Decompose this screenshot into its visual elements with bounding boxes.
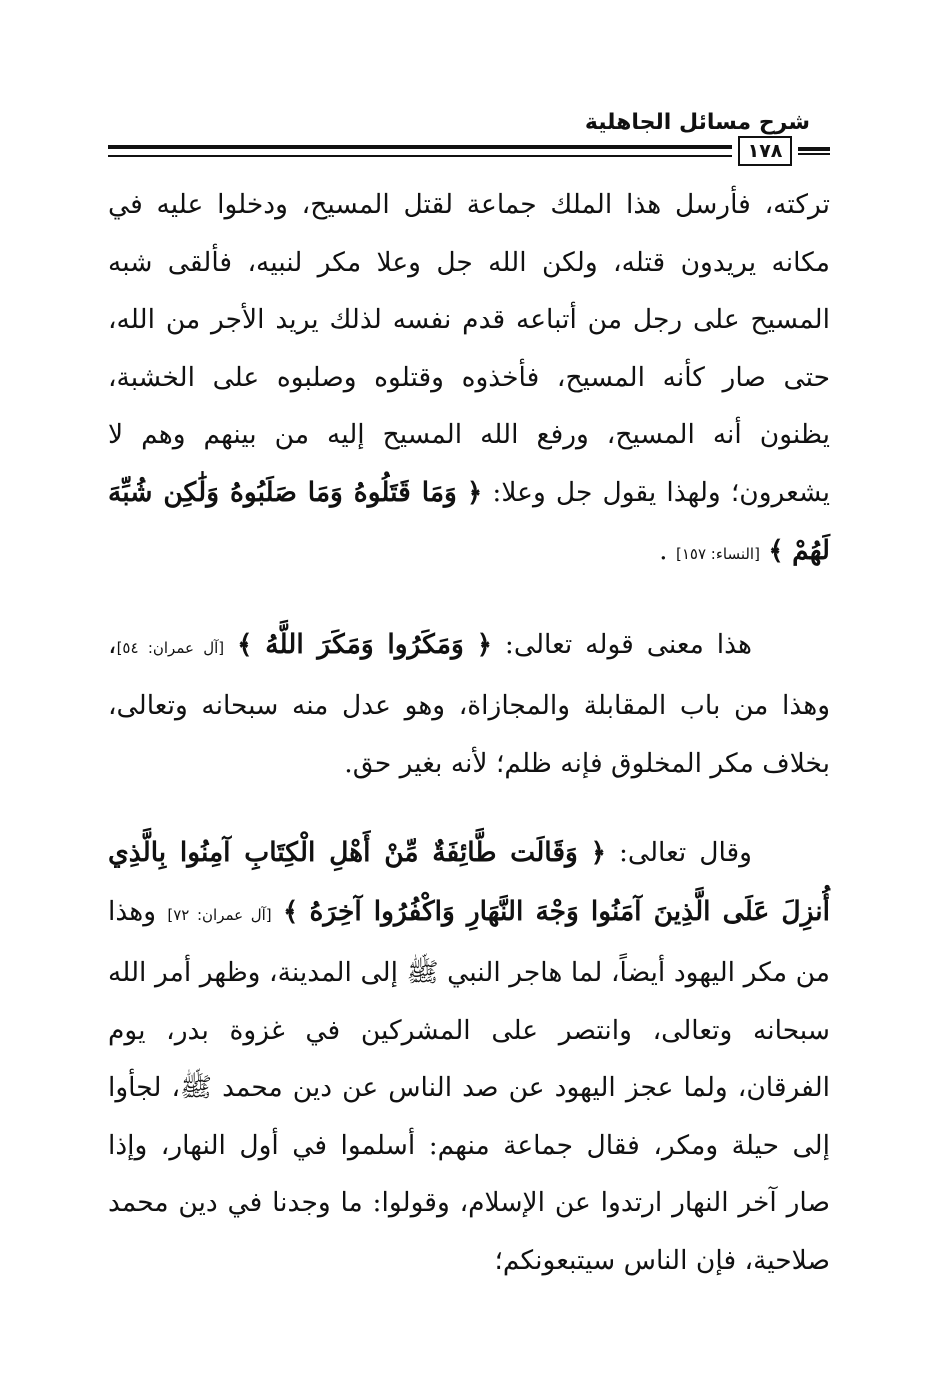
paragraph-gap <box>108 792 830 824</box>
verse-reference-3: [آل عمران: ٧٢] <box>167 905 272 924</box>
salutation-glyph: ﷺ <box>180 1072 213 1103</box>
quran-open-bracket: ﴿ <box>590 838 606 868</box>
quran-verse-1: وَمَا قَتَلُوهُ وَمَا صَلَبُوهُ وَلَٰكِن شُبِّهَ لَهُمْ <box>108 476 830 566</box>
paragraph-2 <box>108 616 830 793</box>
quran-open-bracket: ﴿ <box>467 477 483 508</box>
paragraph-2-text: ، وهذا من باب المقابلة والمجازاة، وهو عدل منه سبحانه وتعالى، بخلاف مكر المخلوق فإنه ظلم؛ لأنه بغير حق. <box>108 628 830 779</box>
verse-reference-2: [آل عمران: ٥٤] <box>116 638 225 657</box>
paragraph-3-text-c: ، لجأوا إلى حيلة ومكر، فقال جماعة منهم: أسلموا في أول النهار، وإذا صار آخر النهار ارتدوا عن الإسلام، وقولوا: ما وجدنا في دين محمد صلاحية، فإن الناس سيتبعونكم؛ <box>108 1072 830 1276</box>
paragraph-gap <box>108 584 830 616</box>
page-number: ١٧٨ <box>738 136 792 166</box>
paragraph-2-lead: هذا معنى قوله تعالى: <box>504 628 752 660</box>
paragraph-3-text-b: إلى المدينة، وظهر أمر الله سبحانه وتعالى، وانتصر على المشركين في غزوة بدر، يوم الفرقان، ولما عجز اليهود عن صد الناس عن دين محمد <box>108 957 831 1103</box>
quran-close-bracket: ﴾ <box>282 896 299 927</box>
body-text <box>108 176 830 1289</box>
header-rule-short <box>798 147 830 155</box>
running-title: شرح مسائل الجاهلية <box>584 110 810 135</box>
quran-open-bracket: ﴿ <box>476 629 492 660</box>
paragraph-1-end: . <box>659 535 668 566</box>
verse-reference-1: [النساء: ١٥٧] <box>675 545 760 563</box>
paragraph-3 <box>108 824 830 1289</box>
quran-close-bracket: ﴾ <box>768 536 784 566</box>
paragraph-3-lead: وقال تعالى: <box>618 837 752 868</box>
paragraph-1-text: تركته، فأرسل هذا الملك جماعة لقتل المسيح، ودخلوا عليه في مكانه يريدون قتله، ولكن الله جل وعلا مكر لنبيه، فألقى شبه المسيح على رجل من أتباعه قدم نفسه لذلك يريد الأجر من الله، حتى صار كأنه المسيح، فأخذوه وقتلوه وصلبوه على الخشبة، يظنون أنه المسيح، ورفع الله المسيح إليه من بينهم وهم لا يشعرون؛ ولهذا يقول جل وعلا: <box>108 189 830 508</box>
quran-verse-3: وَقَالَت طَّائِفَةٌ مِّنْ أَهْلِ الْكِتَابِ آمِنُوا بِالَّذِي أُنزِلَ عَلَى الَّذِينَ آمَنُوا وَجْهَ النَّهَارِ وَاكْفُرُوا آخِرَهُ <box>108 837 830 927</box>
header-rule <box>108 145 732 157</box>
salutation-glyph: ﷺ <box>406 957 439 988</box>
paragraph-1 <box>108 176 830 584</box>
quran-close-bracket: ﴾ <box>237 629 253 660</box>
paragraph-3-text-a: وهذا من مكر اليهود أيضاً، لما هاجر النبي <box>108 895 830 988</box>
quran-verse-2: وَمَكَرُوا وَمَكَرَ اللَّهُ <box>265 628 464 660</box>
